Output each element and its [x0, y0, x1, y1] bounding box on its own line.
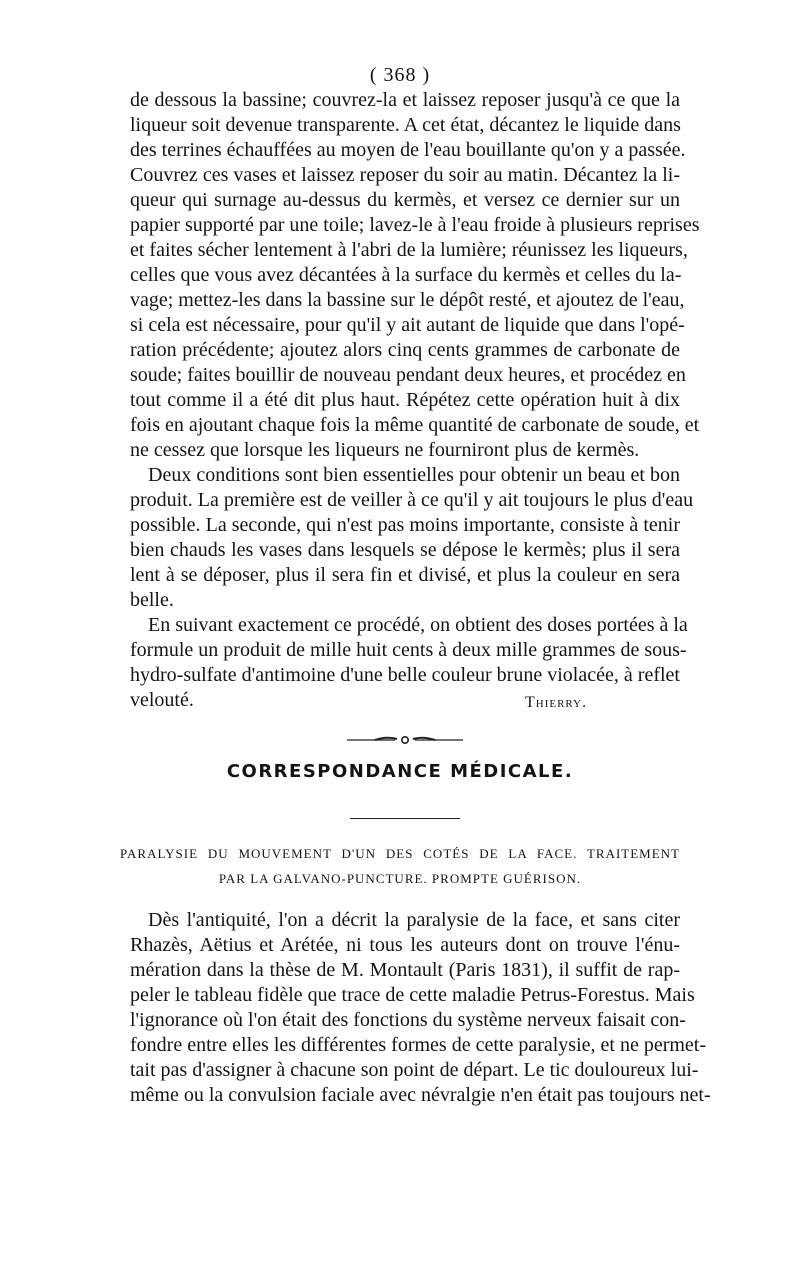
text-line: possible. La seconde, qui n'est pas moins importante, consiste à tenir — [130, 514, 680, 536]
text-line: papier supporté par une toile; lavez-le à l'eau froide à plusieurs reprises — [130, 214, 700, 236]
text-line: Couvrez ces vases et laissez reposer du soir au matin. Décantez la li- — [130, 164, 680, 186]
horizontal-rule — [350, 818, 460, 819]
text-line: et faites sécher lentement à l'abri de la lumière; réunissez les liqueurs, — [130, 239, 688, 261]
text-line: Deux conditions sont bien essentielles pour obtenir un beau et bon — [148, 464, 680, 486]
text-line: liqueur soit devenue transparente. A cet état, décantez le liquide dans — [130, 114, 681, 136]
article-title-line: PAR LA GALVANO-PUNCTURE. PROMPTE GUÉRISON. — [218, 871, 582, 886]
text-line: lent à se déposer, plus il sera fin et divisé, et plus la couleur en sera — [130, 564, 680, 586]
text-line: queur qui surnage au-dessus du kermès, et versez ce dernier sur un — [130, 189, 680, 211]
text-line: bien chauds les vases dans lesquels se dépose le kermès; plus il sera — [130, 539, 680, 561]
text-line: vage; mettez-les dans la bassine sur le dépôt resté, et ajoutez de l'eau, — [130, 289, 685, 311]
text-line: mération dans la thèse de M. Montault (Paris 1831), il suffit de rap- — [130, 959, 680, 981]
text-line: produit. La première est de veiller à ce qu'il y ait toujours le plus d'eau — [130, 489, 694, 511]
text-line: si cela est nécessaire, pour qu'il y ait autant de liquide que dans l'opé- — [130, 314, 685, 336]
text-line: l'ignorance où l'on était des fonctions du système nerveux faisait con- — [130, 1009, 686, 1031]
article-title-line: PARALYSIE DU MOUVEMENT D'UN DES COTÉS DE LA FACE. TRAITEMENT — [120, 846, 680, 861]
text-line: ne cessez que lorsque les liqueurs ne fourniront plus de kermès. — [130, 439, 640, 461]
page-number: ( 368 ) — [369, 64, 431, 86]
text-line: peler le tableau fidèle que trace de cette maladie Petrus-Forestus. Mais — [130, 984, 695, 1006]
text-line: tout comme il a été dit plus haut. Répétez cette opération huit à dix — [130, 389, 680, 411]
text-line: Rhazès, Aëtius et Arétée, ni tous les auteurs dont on trouve l'énu- — [130, 934, 680, 956]
text-line: celles que vous avez décantées à la surface du kermès et celles du la- — [130, 264, 682, 286]
text-line: tait pas d'assigner à chacune son point de départ. Le tic douloureux lui- — [130, 1059, 699, 1081]
text-line: hydro-sulfate d'antimoine d'une belle couleur brune violacée, à reflet — [130, 664, 680, 686]
text-line: soude; faites bouillir de nouveau pendant deux heures, et procédez en — [130, 364, 686, 386]
text-line: velouté. — [130, 689, 194, 711]
text-line: ration précédente; ajoutez alors cinq cents grammes de carbonate de — [130, 339, 680, 361]
text-line: des terrines échauffées au moyen de l'eau bouillante qu'on y a passée. — [130, 139, 686, 161]
section-title: CORRESPONDANCE MÉDICALE. — [226, 761, 574, 782]
text-line: En suivant exactement ce procédé, on obtient des doses portées à la — [148, 614, 688, 636]
ornament-divider-icon — [345, 733, 465, 747]
text-line: de dessous la bassine; couvrez-la et laissez reposer jusqu'à ce que la — [130, 89, 680, 111]
text-line: fondre entre elles les différentes formes de cette paralysie, et ne permet- — [130, 1034, 707, 1056]
text-line: même ou la convulsion faciale avec névralgie n'en était pas toujours net- — [130, 1084, 711, 1106]
text-line: fois en ajoutant chaque fois la même quantité de carbonate de soude, et — [130, 414, 700, 436]
text-line: belle. — [130, 589, 174, 611]
text-line: Dès l'antiquité, l'on a décrit la paralysie de la face, et sans citer — [148, 909, 680, 931]
text-line: formule un produit de mille huit cents à deux mille grammes de sous- — [130, 639, 687, 661]
author-signature: Thierry. — [525, 694, 588, 711]
